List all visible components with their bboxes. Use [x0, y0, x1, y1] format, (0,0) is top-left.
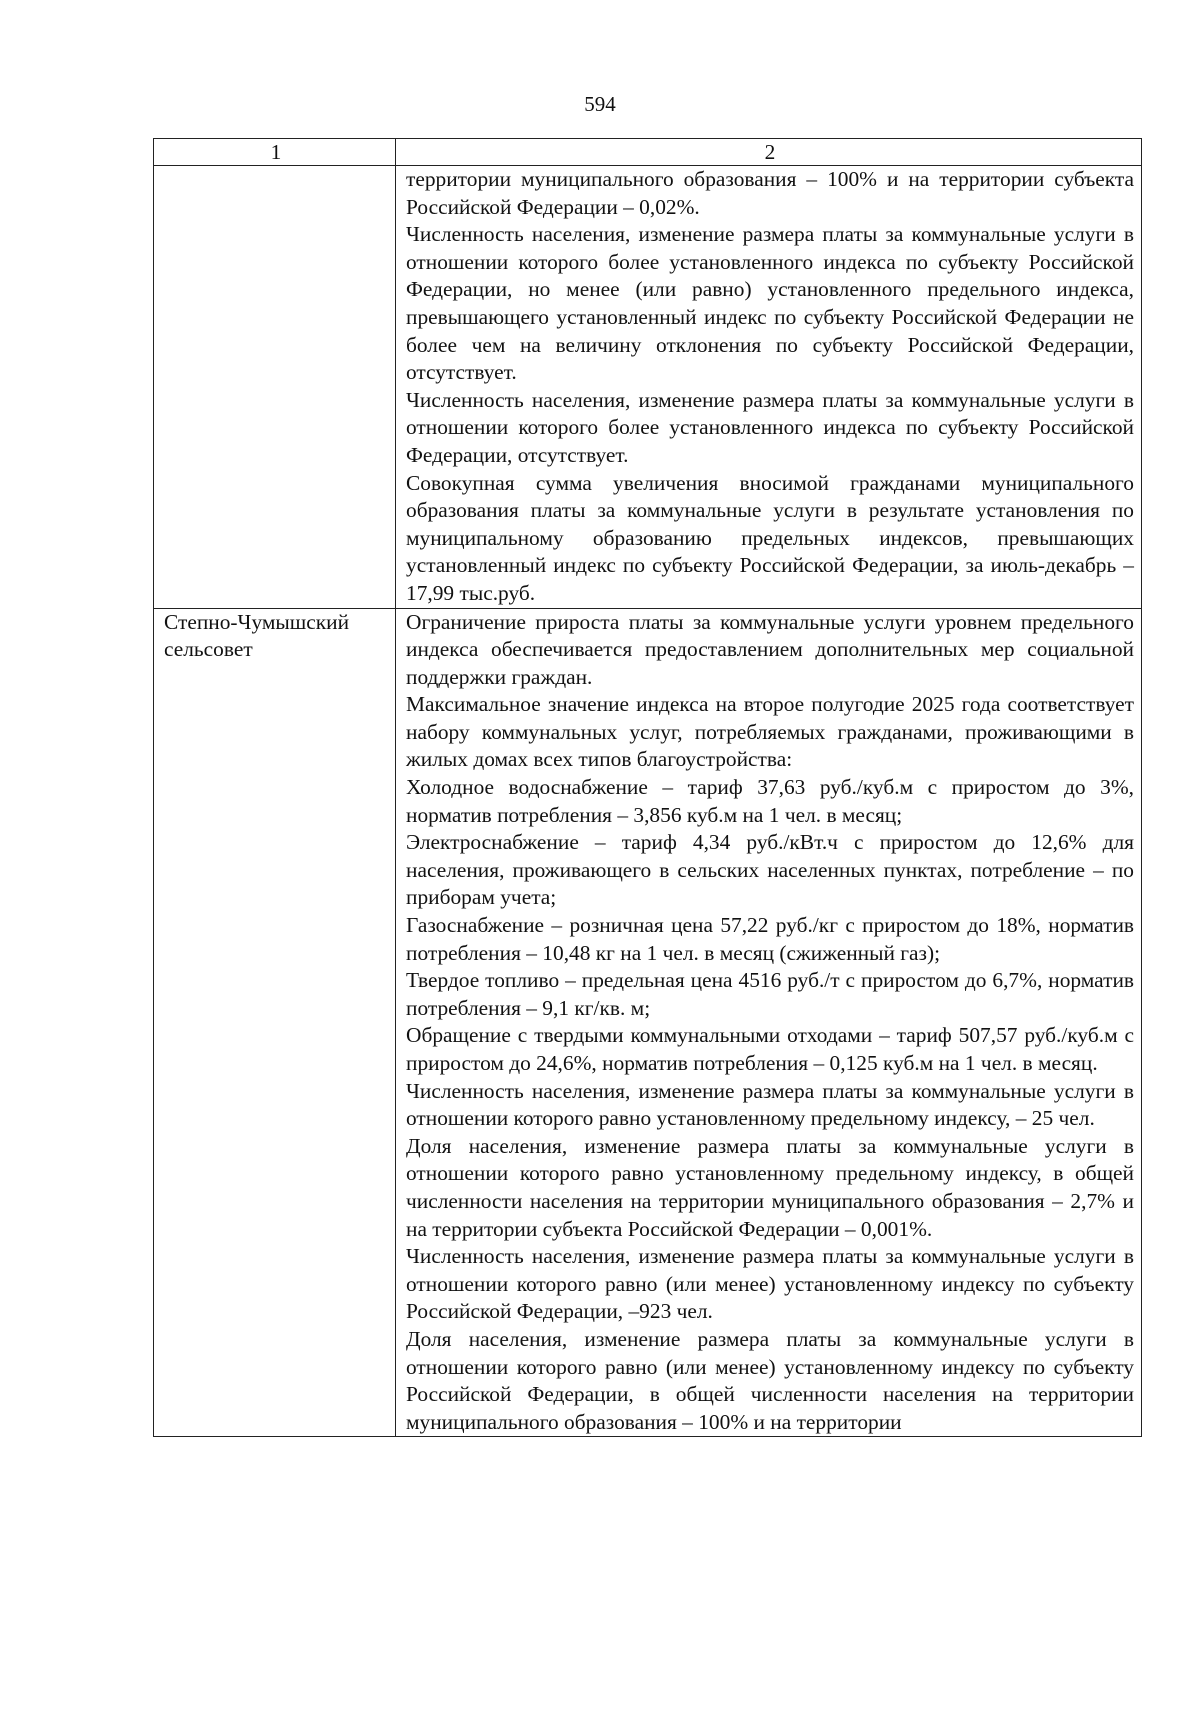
description-paragraph: Численность населения, изменение размера платы за коммунальные услуги в отношении которого равно установленному предельному индексу, – 25 чел. — [406, 1078, 1134, 1131]
column-header-2: 2 — [396, 139, 1142, 166]
description-paragraph: территории муниципального образования – 100% и на территории субъекта Российской Федерации – 0,02%. — [406, 167, 1134, 219]
description-paragraph: Численность населения, изменение размера платы за коммунальные услуги в отношении которого более установленного индекса по субъекту Российской Федерации, но менее (или равно) установленного предельного индекса, превышающего установленный индекс по субъекту Российской Федерации не более чем на величину отклонения по субъекту Российской Федерации, отсутствует. — [406, 222, 1134, 385]
page-number: 594 — [584, 92, 616, 116]
description-paragraph: Твердое топливо – предельная цена 4516 руб./т с приростом до 6,7%, норматив потребления – 9,1 кг/кв. м; — [406, 968, 1134, 1020]
table-row — [154, 166, 1142, 609]
table-header-row — [154, 139, 1142, 166]
description-paragraph: Ограничение прироста платы за коммунальные услуги уровнем предельного индекса обеспечивается предоставлением дополнительных мер социальной поддержки граждан. — [406, 609, 1134, 689]
table-row — [154, 608, 1142, 1437]
description-paragraph: Максимальное значение индекса на второе полугодие 2025 года соответствует набору коммунальных услуг, потребляемых гражданами, проживающими в жилых домах всех типов благоустройства: — [406, 692, 1134, 772]
municipality-cell — [154, 166, 396, 609]
municipality-cell: Степно-Чумышский сельсовет — [154, 608, 396, 1437]
description-paragraph: Холодное водоснабжение – тариф 37,63 руб./куб.м с приростом до 3%, норматив потребления – 3,856 куб.м на 1 чел. в месяц; — [406, 775, 1134, 827]
description-cell — [396, 608, 1142, 1437]
description-paragraph: Обращение с твердыми коммунальными отходами – тариф 507,57 руб./куб.м с приростом до 24,6%, норматив потребления – 0,125 куб.м на 1 чел. в месяц. — [406, 1023, 1134, 1075]
column-header-1: 1 — [154, 139, 396, 166]
description-cell — [396, 166, 1142, 609]
description-paragraph: Доля населения, изменение размера платы за коммунальные услуги в отношении которого равно (или менее) установленному индексу по субъекту Российской Федерации, в общей численности населения на территории муниципального образования – 100% и на территории — [406, 1326, 1134, 1434]
tariff-table — [153, 138, 1142, 1437]
description-paragraph: Электроснабжение – тариф 4,34 руб./кВт.ч с приростом до 12,6% для населения, проживающего в сельских населенных пунктах, потребление – по приборам учета; — [406, 830, 1134, 910]
description-paragraph: Численность населения, изменение размера платы за коммунальные услуги в отношении которого более установленного индекса по субъекту Российской Федерации, отсутствует. — [406, 387, 1134, 467]
description-paragraph: Совокупная сумма увеличения вносимой гражданами муниципального образования платы за коммунальные услуги в результате установления по муниципальному образованию предельных индексов, превышающих установленный индекс по субъекту Российской Федерации, за июль-декабрь – 17,99 тыс.руб. — [406, 470, 1134, 605]
description-paragraph: Доля населения, изменение размера платы за коммунальные услуги в отношении которого равно установленному предельному индексу, в общей численности населения на территории муниципального образования – 2,7% и на территории субъекта Российской Федерации – 0,001%. — [406, 1133, 1134, 1241]
description-paragraph: Газоснабжение – розничная цена 57,22 руб./кг с приростом до 18%, норматив потребления – 10,48 кг на 1 чел. в месяц (сжиженный газ); — [406, 913, 1134, 965]
description-paragraph: Численность населения, изменение размера платы за коммунальные услуги в отношении которого равно (или менее) установленному индексу по субъекту Российской Федерации, –923 чел. — [406, 1244, 1134, 1324]
